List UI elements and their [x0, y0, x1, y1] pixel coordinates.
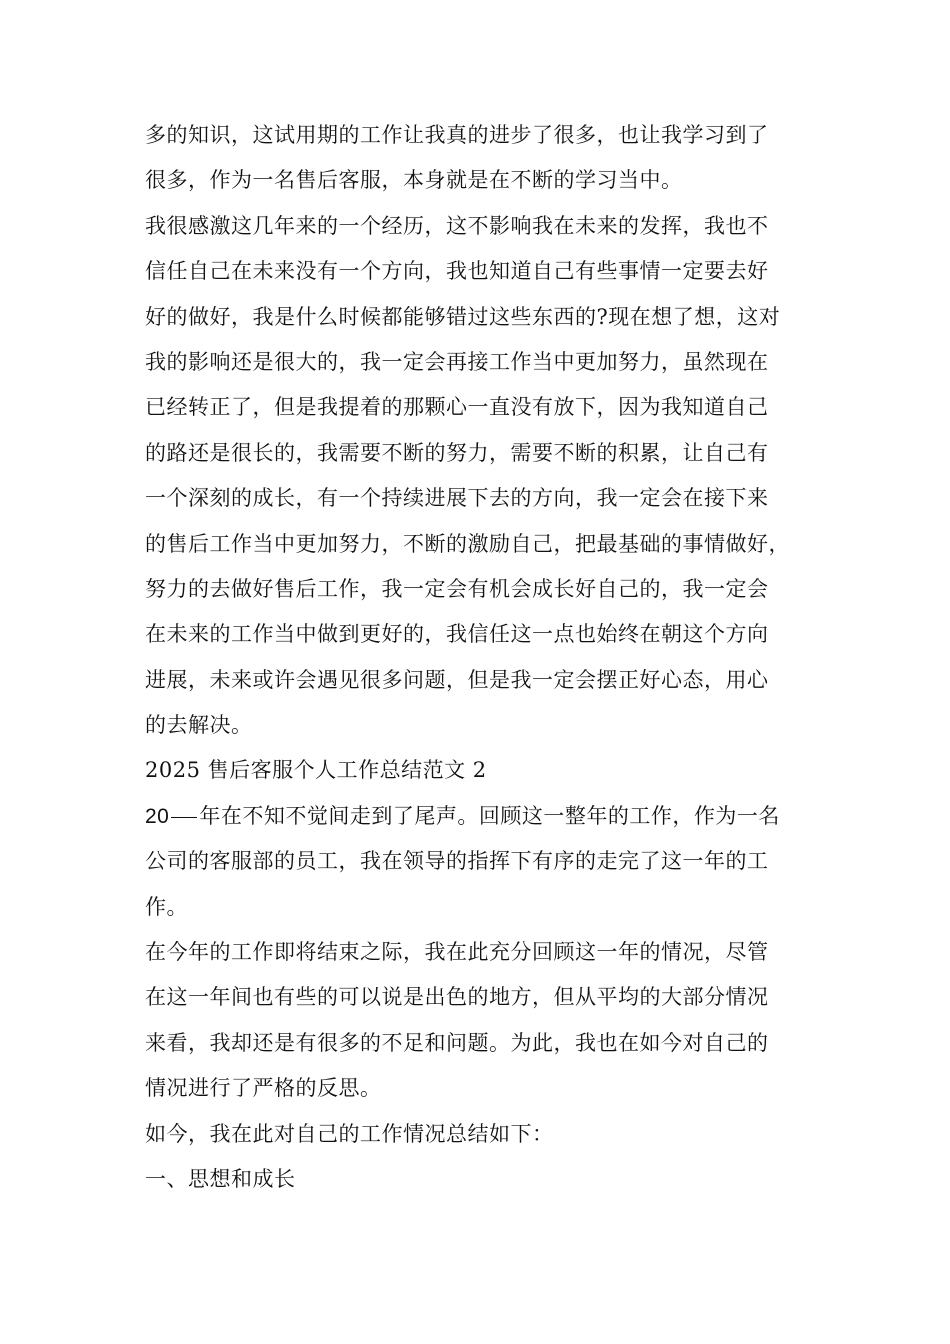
text-line: 一个深刻的成长，有一个持续进展下去的方向，我一定会在接下来 — [145, 486, 769, 511]
text-line: 在今年的工作即将结束之际，我在此充分回顾这一年的情况，尽管 — [145, 940, 769, 965]
text-line: 的去解决。 — [145, 713, 253, 738]
text-line: 我很感激这几年来的一个经历，这不影响我在未来的发挥，我也不 — [145, 213, 769, 238]
text-line: 进展，未来或许会遇见很多问题，但是我一定会摆正好心态，用心 — [145, 667, 769, 692]
document-body — [145, 113, 825, 1202]
text-line: 作。 — [145, 894, 188, 919]
text-line: 的路还是很长的，我需要不断的努力，需要不断的积累，让自己有 — [145, 440, 769, 465]
text-line: 努力的去做好售后工作，我一定会有机会成长好自己的，我一定会 — [145, 576, 769, 601]
text-line — [145, 794, 825, 839]
text-line: 我的影响还是很大的，我一定会再接工作当中更加努力，虽然现在 — [145, 349, 769, 374]
text-line: 如今，我在此对自己的工作情况总结如下： — [145, 1121, 554, 1146]
section-heading: 2025 售后客服个人工作总结范文 2 — [145, 758, 487, 783]
text-line: 在这一年间也有些的可以说是出色的地方，但从平均的大部分情况 — [145, 985, 769, 1010]
text-line: 公司的客服部的员工，我在领导的指挥下有序的走完了这一年的工 — [145, 849, 769, 874]
blank-underline — [171, 789, 197, 818]
text-line: 信任自己在未来没有一个方向，我也知道自己有些事情一定要去好 — [145, 259, 769, 284]
subheading: 一、思想和成长 — [145, 1166, 296, 1191]
text-line: 的售后工作当中更加努力，不断的激励自己，把最基础的事情做好， — [145, 531, 790, 556]
text-line: 好的做好，我是什么时候都能够错过这些东西的?现在想了想，这对 — [145, 304, 781, 329]
text-line: 已经转正了，但是我提着的那颗心一直没有放下，因为我知道自己 — [145, 395, 769, 420]
year-prefix: 20 — [145, 804, 170, 828]
text-line: 在未来的工作当中做到更好的，我信任这一点也始终在朝这个方向 — [145, 622, 769, 647]
text-line: 多的知识，这试用期的工作让我真的进步了很多，也让我学习到了 — [145, 123, 769, 147]
text-line: 情况进行了严格的反思。 — [145, 1076, 382, 1101]
text-line: 很多，作为一名售后客服，本身就是在不断的学习当中。 — [145, 168, 683, 193]
text-line-rest: 年在不知不觉间走到了尾声。回顾这一整年的工作，作为一名 — [199, 803, 780, 828]
text-line: 来看，我却还是有很多的不足和问题。为此，我也在如今对自己的 — [145, 1030, 769, 1055]
